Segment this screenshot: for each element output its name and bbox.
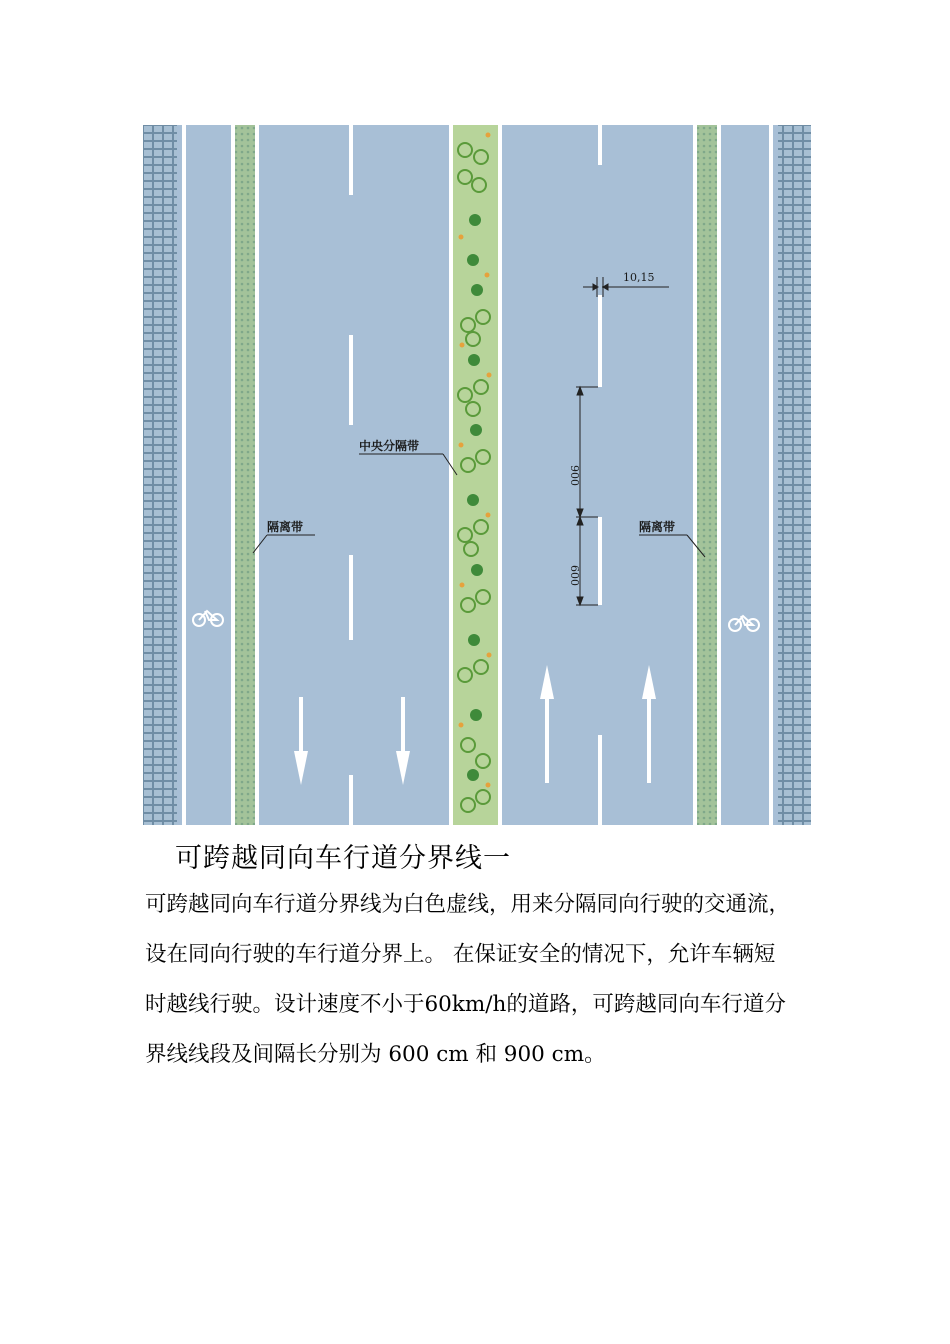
left-separator-strip — [235, 125, 255, 825]
left-sidewalk — [143, 125, 177, 825]
svg-text:10,15: 10,15 — [623, 271, 655, 284]
paragraph-line: 时越线行驶。设计速度不小于60km/h的道路，可跨越同向车行道分 — [145, 992, 786, 1017]
paragraph-line: 可跨越同向车行道分界线为白色虚线，用来分隔同向行驶的交通流， — [145, 892, 791, 917]
right-separator-strip — [697, 125, 717, 825]
left-edge-line — [182, 125, 186, 825]
body-paragraph — [145, 880, 815, 1080]
right-sidewalk — [778, 125, 811, 825]
svg-text:隔离带: 隔离带 — [267, 520, 304, 534]
road-diagram-svg — [143, 125, 811, 825]
paragraph-line: 界线线段及间隔长分别为 600 cm 和 900 cm。 — [145, 1042, 606, 1067]
paragraph-line: 设在同向行驶的车行道分界上。 在保证安全的情况下，允许车辆短 — [145, 942, 776, 967]
right-edge-line — [769, 125, 773, 825]
segment-length-label: 600 — [568, 565, 581, 586]
svg-text:中央分隔带: 中央分隔带 — [359, 439, 420, 453]
gap-length-label: 900 — [568, 465, 581, 486]
road-marking-diagram — [143, 125, 811, 825]
svg-text:隔离带: 隔离带 — [639, 520, 676, 534]
figure-caption: 可跨越同向车行道分界线一 — [175, 843, 511, 874]
